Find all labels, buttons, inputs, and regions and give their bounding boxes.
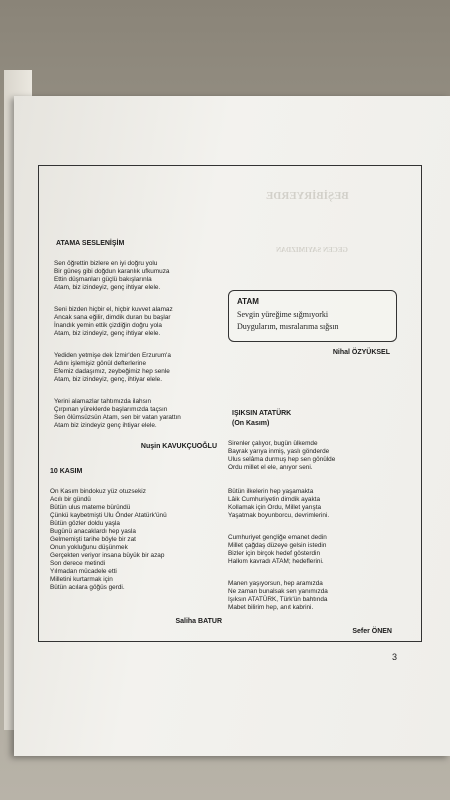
poem-title-atama-seslenisim: ATAMA SESLENİŞİM — [56, 240, 125, 247]
poem-line: Mabet bilirim hep, anıt kabrini. — [228, 604, 314, 611]
poem-line: Bizler için birçok hedef gösterdin — [228, 550, 320, 557]
poem-title-isiksin-ataturk: IŞIKSIN ATATÜRK — [232, 410, 292, 417]
poem-stanza — [228, 488, 329, 520]
poem-line: On Kasım bindokuz yüz otuzsekiz — [50, 488, 146, 495]
poem-line: Ulus selâma durmuş hep sen gönülde — [228, 456, 336, 463]
poem-line: Atam, biz izindeyiz, genç ihtiyar elele. — [54, 330, 161, 337]
poem-line: Ettin düşmanları güçlü bakışlarınla — [54, 276, 152, 283]
poem-line: Atam, biz izindeyiz, genç, ihtiyar elele. — [54, 376, 162, 383]
poem-line: Bayrak yarıya inmiş, yaslı gönderde — [228, 448, 330, 455]
poem-line: Ancak sana eğilir, dimdik duran bu başlar — [54, 314, 171, 321]
poem-line: Sen ölümsüzsün Atam, sen bir vatan yarattın — [54, 414, 181, 421]
poem-line: Seni bizden hiçbir el, hiçbir kuvvet alamaz — [54, 306, 173, 313]
poem-line: Onun yokluğunu düşünmek — [50, 544, 128, 551]
poem-line: Duygularım, mısralarıma sığsın — [237, 322, 339, 331]
poem-author: Sefer ÖNEN — [352, 628, 392, 635]
poem-line: Sevgin yüreğime sığmıyorki — [237, 310, 329, 319]
bleed-through-text: BEŞİBİRYERDE — [266, 190, 349, 202]
poem-stanza — [228, 440, 335, 472]
poem-line: Son derece metindi — [50, 560, 106, 567]
poem-stanza — [54, 306, 173, 338]
poem-line: Bütün acılara göğüs gerdi. — [50, 584, 125, 591]
poem-line: Bütün gözler doldu yaşla — [50, 520, 120, 527]
poem-line: Işıksın ATATÜRK, Türk'ün bahtında — [228, 596, 328, 603]
poem-line: Bir güneş gibi doğdun karanlık ufkumuza — [54, 268, 170, 275]
poem-line: Bütün ulus mateme büründü — [50, 504, 131, 511]
poem-line: Manen yaşıyorsun, hep aramızda — [228, 580, 323, 587]
poem-line: Gelmemişti tarihe böyle bir zat — [50, 536, 136, 543]
poem-stanza — [54, 398, 181, 430]
poem-line: Sirenler çalıyor, bugün ülkemde — [228, 440, 318, 447]
poem-author: Nihal ÖZYÜKSEL — [332, 349, 390, 356]
poem-stanza — [228, 534, 327, 566]
poem-line: Çünkü kaybetmişti Ulu Önder Atatürk'ünü — [50, 512, 167, 519]
page-number: 3 — [392, 652, 398, 662]
poem-stanza — [228, 580, 328, 612]
poem-line: Ne zaman bunalsak sen yanımızda — [228, 588, 328, 595]
poem-subtitle: (On Kasım) — [232, 420, 270, 427]
poem-line: Milletini kurtarmak için — [50, 576, 113, 583]
poem-line: Yerini alamazlar tahtımızda ilahsın — [54, 398, 152, 405]
poem-line: Ordu millet el ele, anıyor seni. — [228, 464, 313, 471]
poem-line: Bütün ilkelerin hep yaşamakta — [228, 488, 314, 495]
poem-author: Saliha BATUR — [175, 618, 222, 625]
poem-stanza — [50, 488, 167, 592]
poem-line: Acılı bir gündü — [50, 496, 91, 503]
poem-line: Efemiz dadaşımız, zeybeğimiz hep senle — [54, 368, 170, 375]
poem-line: Sen öğrettin bizlere en iyi doğru yolu — [54, 260, 158, 267]
poem-stanza — [54, 260, 169, 292]
poem-line: Gerçekten veriyor insana büyük bir azap — [50, 552, 165, 559]
poem-line: Yediden yetmişe dek İzmir'den Erzurum'a — [54, 352, 171, 359]
poem-line: Millet çağdaş düzeye gelsin istedin — [228, 542, 327, 549]
poem-title-10-kasim: 10 KASIM — [50, 468, 83, 475]
poem-title-atam: ATAM — [237, 297, 259, 306]
poem-author: Nuşin KAVUKÇUOĞLU — [140, 443, 217, 450]
poem-line: İnandık yemin ettik çizdiğin doğru yola — [54, 322, 162, 329]
poem-line: Yılmadan mücadele etti — [50, 568, 117, 575]
poem-line: Cumhuriyet gençliğe emanet dedin — [228, 534, 327, 541]
bleed-through-text: GECEN SAYIMIZDAN — [276, 246, 348, 254]
poem-line: Atam biz izindeyiz genç ihtiyar elele. — [54, 422, 157, 429]
poem-line: Bugünü anacaklardı hep yasla — [50, 528, 136, 535]
poem-line: Halkım kavradı ATAM; hedeflerini. — [228, 558, 324, 565]
poem-line: Yaşatmak boyunborcu, devrimlerini. — [228, 512, 330, 519]
atam-poem-box — [228, 290, 397, 342]
poem-line: Adını işlemişiz gönül defterlerine — [54, 360, 146, 367]
poem-line: Çırpınan yüreklerde başlarımızda taçsın — [54, 406, 168, 413]
poem-line: Lâik Cumhuriyetin dimdik ayakta — [228, 496, 320, 503]
poem-line: Kollamak için Ordu, Millet yarışta — [228, 504, 322, 511]
poem-stanza — [54, 352, 171, 384]
poem-line: Atam, biz izindeyiz, genç ihtiyar elele. — [54, 284, 161, 291]
